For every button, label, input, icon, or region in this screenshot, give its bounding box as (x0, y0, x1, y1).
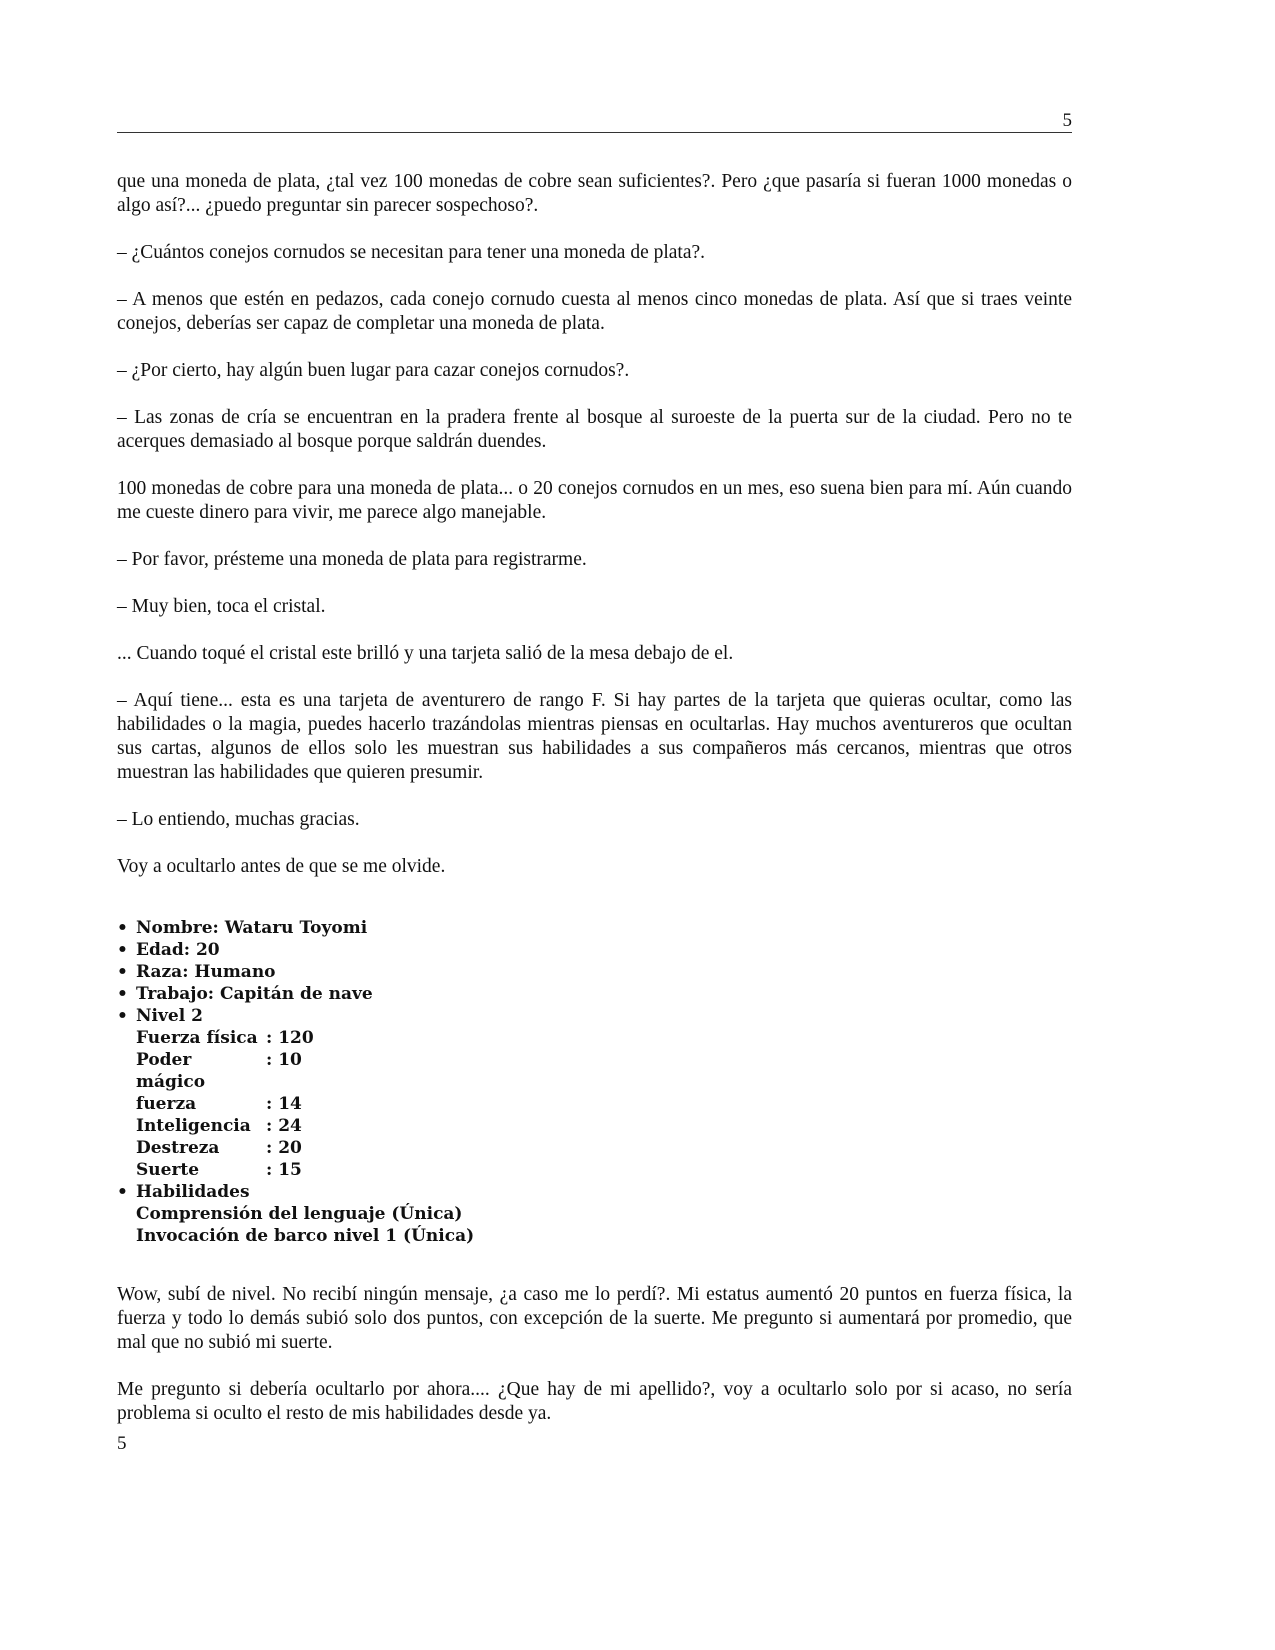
stat-raza: • Raza: Humano (117, 961, 1072, 983)
attribute-name: Inteligencia (136, 1116, 251, 1136)
stat-nivel: • Nivel 2 (117, 1005, 1072, 1027)
footer-page-number: 5 (117, 1433, 127, 1454)
stat-nombre: • Nombre: Wataru Toyomi (117, 917, 1072, 939)
status-card-list (117, 917, 1072, 1247)
attribute-value: : 24 (266, 1116, 302, 1136)
paragraph: Voy a ocultarlo antes de que se me olvide. (117, 856, 446, 877)
page-body (117, 170, 1072, 1449)
attribute-row (117, 1115, 1072, 1137)
attribute-row (117, 1137, 1072, 1159)
paragraph: Me pregunto si debería ocultarlo por ahora.... ¿Que hay de mi apellido?, voy a ocultarlo solo por si acaso, no sería problema si oculto el resto de mis habilidades desde ya. (117, 1379, 1072, 1424)
attribute-value: : 14 (266, 1094, 302, 1114)
header-rule (117, 132, 1072, 133)
stat-trabajo: • Trabajo: Capitán de nave (117, 983, 1072, 1005)
header-page-number: 5 (1062, 110, 1072, 131)
paragraph: – Muy bien, toca el cristal. (117, 596, 326, 617)
paragraph: – ¿Cuántos conejos cornudos se necesitan para tener una moneda de plata?. (117, 242, 706, 263)
attribute-value: : 15 (266, 1160, 302, 1180)
attribute-value: : 10 (266, 1050, 302, 1070)
attribute-row (117, 1027, 1072, 1049)
skill-item: Comprensión del lenguaje (Única) (136, 1204, 463, 1224)
paragraph: ... Cuando toqué el cristal este brilló y una tarjeta salió de la mesa debajo de el. (117, 643, 734, 664)
attribute-row (117, 1093, 1072, 1115)
stat-habilidades: • Habilidades (117, 1181, 1072, 1203)
paragraph: – A menos que estén en pedazos, cada conejo cornudo cuesta al menos cinco monedas de plata. Así que si traes veinte conejos, deberías ser capaz de completar una moneda de plata. (117, 289, 1072, 334)
attribute-name: fuerza (136, 1094, 197, 1114)
attribute-row (117, 1159, 1072, 1181)
paragraph: – ¿Por cierto, hay algún buen lugar para cazar conejos cornudos?. (117, 360, 630, 381)
attribute-value: : 20 (266, 1138, 302, 1158)
paragraph: – Por favor, présteme una moneda de plata para registrarme. (117, 549, 587, 570)
skill-item: Invocación de barco nivel 1 (Única) (136, 1226, 475, 1246)
paragraph: – Lo entiendo, muchas gracias. (117, 809, 360, 830)
attribute-name: Suerte (136, 1160, 200, 1180)
attribute-name: Poder mágico (136, 1050, 206, 1092)
paragraph: Wow, subí de nivel. No recibí ningún mensaje, ¿a caso me lo perdí?. Mi estatus aumentó 20 puntos en fuerza física, la fuerza y todo lo demás subió solo dos puntos, con excepción de la suerte. Me pregunto si aumentará por promedio, que mal que no subió mi suerte. (117, 1284, 1072, 1353)
attribute-value: : 120 (266, 1028, 314, 1048)
paragraph: 100 monedas de cobre para una moneda de plata... o 20 conejos cornudos en un mes, eso suena bien para mí. Aún cuando me cueste dinero para vivir, me parece algo manejable. (117, 478, 1072, 523)
paragraph: – Aquí tiene... esta es una tarjeta de aventurero de rango F. Si hay partes de la tarjeta que quieras ocultar, como las habilidades o la magia, puedes hacerlo trazándolas mientras piensas en ocultarlas. Hay muchos aventureros que ocultan sus cartas, algunos de ellos solo les muestran sus habilidades a sus compañeros más cercanos, mientras que otros muestran las habilidades que quieren presumir. (117, 690, 1072, 783)
stat-edad: • Edad: 20 (117, 939, 1072, 961)
attribute-name: Destreza (136, 1138, 220, 1158)
attribute-name: Fuerza física (136, 1028, 258, 1048)
attribute-row (117, 1049, 1072, 1093)
paragraph: que una moneda de plata, ¿tal vez 100 monedas de cobre sean suficientes?. Pero ¿que pasaría si fueran 1000 monedas o algo así?... ¿puedo preguntar sin parecer sospechoso?. (117, 171, 1072, 216)
paragraph: – Las zonas de cría se encuentran en la pradera frente al bosque al suroeste de la puerta sur de la ciudad. Pero no te acerques demasiado al bosque porque saldrán duendes. (117, 407, 1072, 452)
